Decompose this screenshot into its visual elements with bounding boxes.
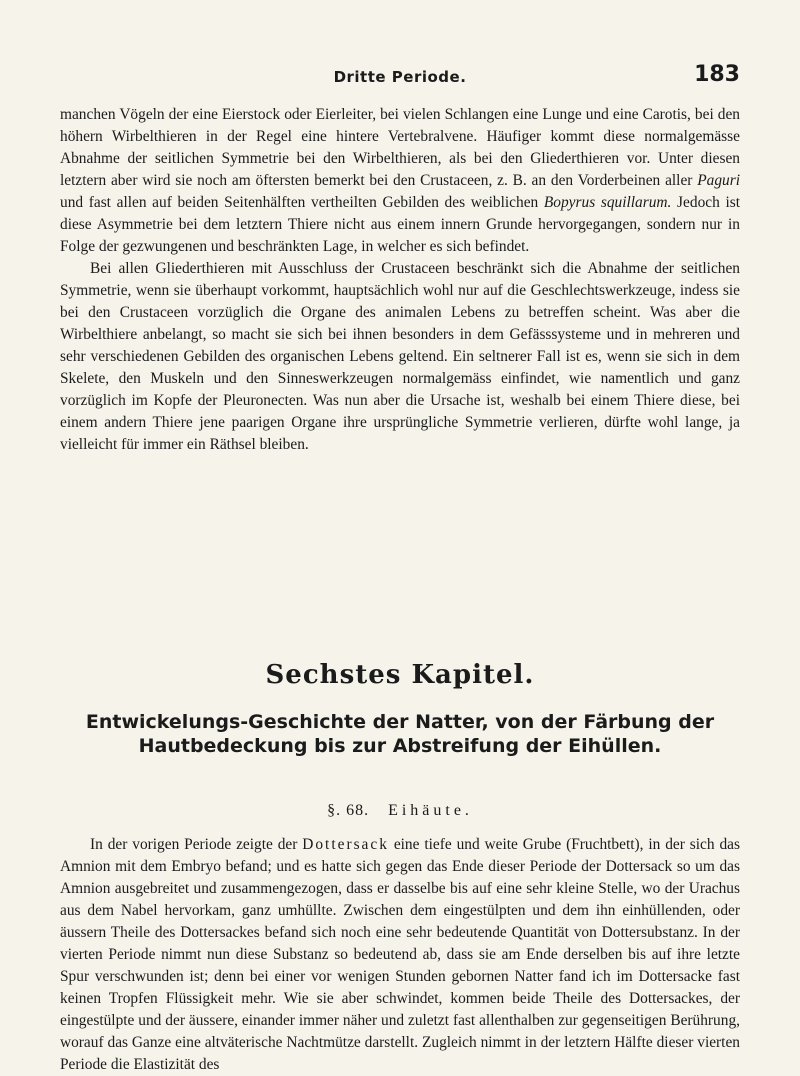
text-run: Jedoch ist diese Asymmetrie bei dem letztern Thiere nicht aus einem innern Grunde hervorgegangen, sondern nur in Folge der gezwungenen und beschränkten Lage, in welcher es sich befindet. <box>60 194 740 255</box>
text-run: In der vorigen Periode zeigte der <box>90 836 303 853</box>
spaced-term: Dottersack <box>302 836 389 853</box>
body-text-top <box>60 104 740 456</box>
chapter-title: Sechstes Kapitel. <box>265 660 535 690</box>
text-run: Bei allen Gliederthieren mit Ausschluss der Crustaceen beschränkt sich die Abnahme der seitlichen Symmetrie, wenn sie überhaupt vorkommt, hauptsächlich wohl nur auf die Geschlechtswerkzeuge, indess sie bei den Crustaceen vorzüglich die Organe des animalen Lebens zu betreffen scheint. Was aber die Wirbelthiere anbelangt, so macht sie sich bei ihnen besonders in dem Gefässsysteme und in mehreren und sehr verschiedenen Gebilden des organischen Lebens geltend. Ein seltnerer Fall ist es, wenn sie sich in dem Skelete, den Muskeln und den Sinneswerkzeugen normalgemäss einfindet, wie namentlich und ganz vorzüglich im Kopfe der Pleuronecten. Was nun aber die Ursache ist, weshalb bei einem Thiere diese, bei einem andern Thiere jene paarigen Organe ihre ursprüngliche Symmetrie verlieren, dürfte wohl lange, ja vielleicht für immer ein Räthsel bleiben. <box>60 260 740 453</box>
paragraph <box>60 104 740 258</box>
section-heading <box>0 802 800 820</box>
italic-term: Bopyrus squillarum. <box>543 194 672 211</box>
page-number: 183 <box>694 62 740 87</box>
body-text-bottom <box>60 834 740 1076</box>
chapter-subtitle: Entwickelungs-Geschichte der Natter, von der Färbung der Hautbedeckung bis zur Abstreifung der Eihüllen. <box>85 711 715 757</box>
paragraph <box>60 258 740 456</box>
section-number: §. 68. <box>327 802 370 819</box>
text-run: manchen Vögeln der eine Eierstock oder Eierleiter, bei vielen Schlangen eine Lunge und eine Carotis, bei den höhern Wirbelthieren in der Regel eine hintere Vertebralvene. Häufiger kommt diese normalgemässe Abnahme der seitlichen Symmetrie bei den Wirbelthieren, als bei den Gliederthieren vor. Unter diesen letztern aber wird sie noch am öftersten bemerkt bei den Crustaceen, z. B. an den Vorderbeinen aller <box>60 106 740 189</box>
text-run: eine tiefe und weite Grube (Fruchtbett), in der sich das Amnion mit dem Embryo befand; und es hatte sich gegen das Ende dieser Periode der Dottersack so um das Amnion ausgebreitet und zusammengezogen, dass er dasselbe bis auf eine sehr kleine Stelle, wo der Urachus aus dem Nabel hervorkam, ganz umhüllte. Zwischen dem eingestülpten und dem ihn einhüllenden, oder äussern Theile des Dottersackes befand sich noch eine sehr bedeutende Quantität von Dottersubstanz. In der vierten Periode nimmt nun diese Substanz so bedeutend ab, dass sie am Ende derselben bis auf ihre letzte Spur verschwunden ist; denn bei einer vor wenigen Stunden gebornen Natter fand ich im Dottersacke fast keinen Tropfen Flüssigkeit mehr. Wie sie aber schwindet, kommen beide Theile des Dottersackes, der eingestülpte und der äussere, einander immer näher und zuletzt fast allenthalben zur gegenseitigen Berührung, worauf das Ganze eine altväterische Nachtmütze darstellt. Zugleich nimmt in der letztern Hälfte dieser vierten Periode die Elastizität des <box>60 836 740 1073</box>
section-title: Eihäute. <box>388 802 473 819</box>
running-head: Dritte Periode. <box>333 68 467 86</box>
paragraph <box>60 834 740 1076</box>
page-header <box>60 62 740 98</box>
text-run: und fast allen auf beiden Seitenhälften vertheilten Gebilden des weiblichen <box>60 194 544 211</box>
italic-term: Paguri <box>697 172 740 189</box>
